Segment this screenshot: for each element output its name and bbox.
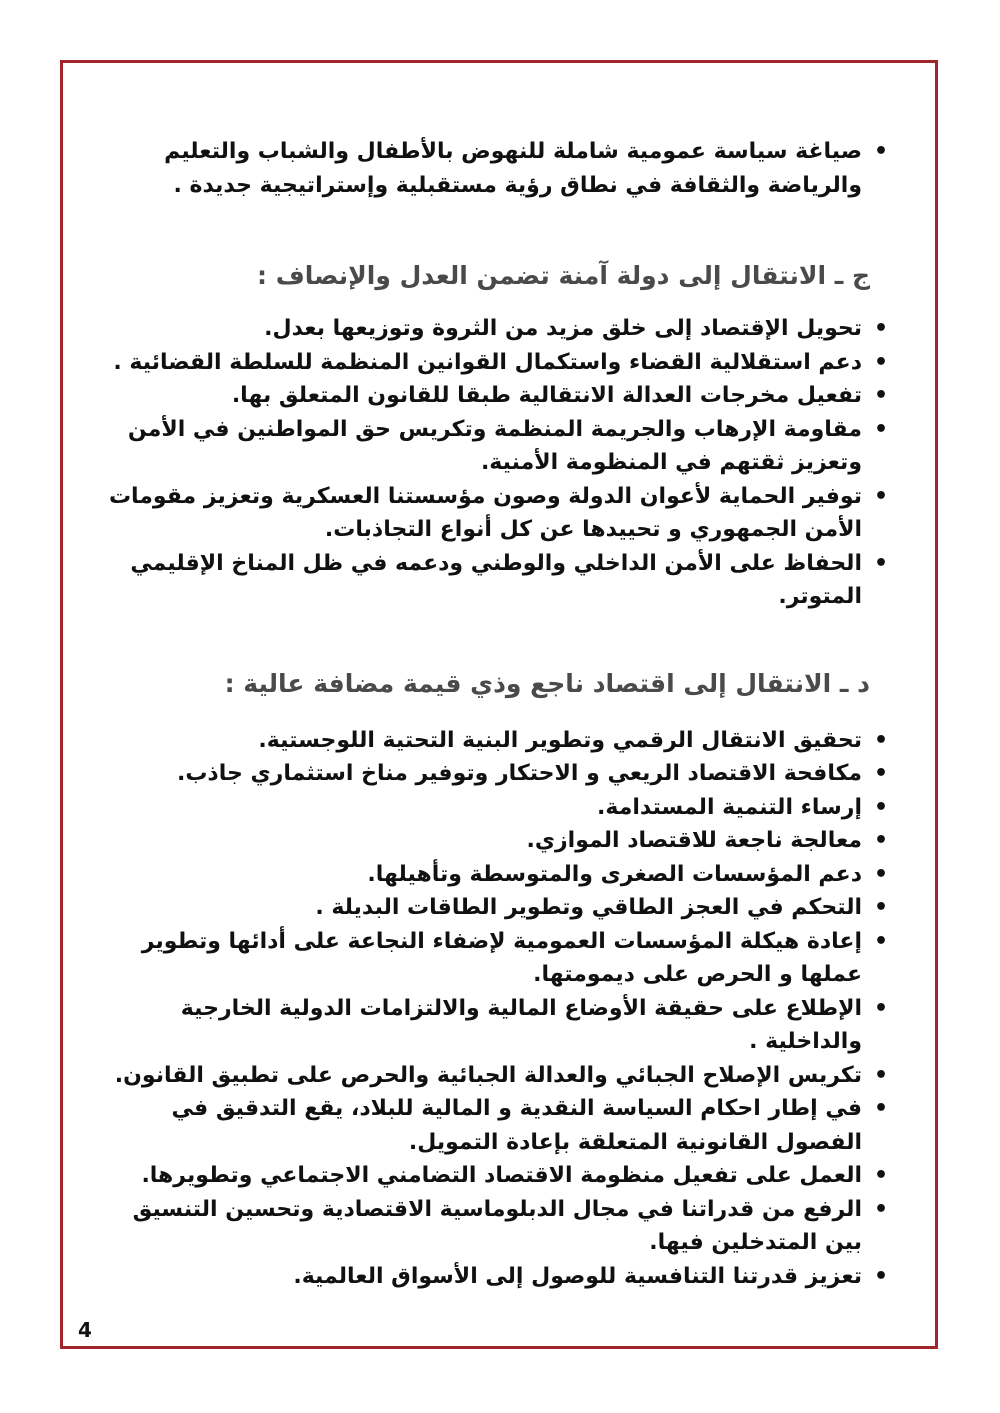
list-item: • صياغة سياسة عمومية شاملة للنهوض بالأطفال والشباب والتعليم والرياضة والثقافة في نطاق رؤية مستقبلية وإستراتيجية جديدة .: [100, 135, 890, 202]
list-item: • الإطلاع على حقيقة الأوضاع المالية والالتزامات الدولية الخارجية والداخلية .: [100, 992, 890, 1059]
list-item: • العمل على تفعيل منظومة الاقتصاد التضامني الاجتماعي وتطويرها.: [100, 1159, 890, 1193]
list-item: • إعادة هيكلة المؤسسات العمومية لإضفاء النجاعة على أدائها وتطوير عملها و الحرص على ديمومتها.: [100, 925, 890, 992]
list-item: • تعزيز قدرتنا التنافسية للوصول إلى الأسواق العالمية.: [100, 1260, 890, 1294]
list-item: • تكريس الإصلاح الجبائي والعدالة الجبائية والحرص على تطبيق القانون.: [100, 1059, 890, 1093]
list-item: • التحكم في العجز الطاقي وتطوير الطاقات البديلة .: [100, 891, 890, 925]
list-item: • إرساء التنمية المستدامة.: [100, 791, 890, 825]
page-number: 4: [78, 1318, 92, 1342]
list-item: • الرفع من قدراتنا في مجال الدبلوماسية الاقتصادية وتحسين التنسيق بين المتدخلين فيها.: [100, 1193, 890, 1260]
list-item: • معالجة ناجعة للاقتصاد الموازي.: [100, 824, 890, 858]
document-body: [100, 135, 890, 1293]
list-item: • دعم المؤسسات الصغرى والمتوسطة وتأهيلها.: [100, 858, 890, 892]
list-item: • مقاومة الإرهاب والجريمة المنظمة وتكريس حق المواطنين في الأمن وتعزيز ثقتهم في المنظومة الأمنية.: [100, 413, 890, 480]
list-item: • تحقيق الانتقال الرقمي وتطوير البنية التحتية اللوجستية.: [100, 724, 890, 758]
list-item: • تفعيل مخرجات العدالة الانتقالية طبقا للقانون المتعلق بها.: [100, 379, 890, 413]
list-item: • دعم استقلالية القضاء واستكمال القوانين المنظمة للسلطة القضائية .: [100, 346, 890, 380]
list-item: • توفير الحماية لأعوان الدولة وصون مؤسستنا العسكرية وتعزيز مقومات الأمن الجمهوري و تحييدها عن كل أنواع التجاذبات.: [100, 480, 890, 547]
intro-bullet-list: [100, 135, 890, 202]
list-item: • تحويل الإقتصاد إلى خلق مزيد من الثروة وتوزيعها بعدل.: [100, 312, 890, 346]
section-d-heading: د ـ الانتقال إلى اقتصاد ناجع وذي قيمة مضافة عالية :: [224, 668, 870, 698]
list-item: • في إطار احكام السياسة النقدية و المالية للبلاد، يقع التدقيق في الفصول القانونية المتعلقة بإعادة التمويل.: [100, 1092, 890, 1159]
section-d-bullet-list: [100, 724, 890, 1294]
section-c-bullet-list: [100, 312, 890, 614]
list-item: • الحفاظ على الأمن الداخلي والوطني ودعمه في ظل المناخ الإقليمي المتوتر.: [100, 547, 890, 614]
section-c-heading: ج ـ الانتقال إلى دولة آمنة تضمن العدل والإنصاف :: [257, 261, 870, 290]
list-item: • مكافحة الاقتصاد الريعي و الاحتكار وتوفير مناخ استثماري جاذب.: [100, 757, 890, 791]
